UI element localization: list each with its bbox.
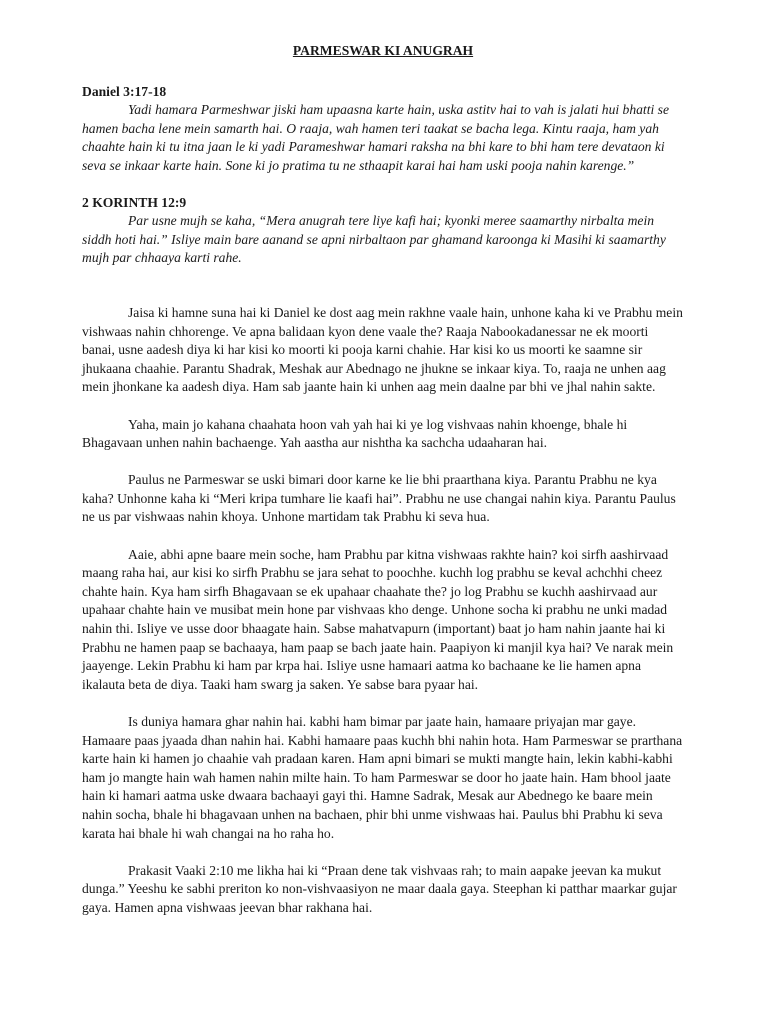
body-paragraph: Jaisa ki hamne suna hai ki Daniel ke dost aag mein rakhne vaale hain, unhone kaha ki ve Prabhu mein vishwaas nahin chhorenge. Ve apna balidaan kyon dene vaale the? Raaja Nabookadanessar ne ek moorti banai, usne aadesh diya ki har kisi ko moorti ki pooja karni chahie. Har kisi ko us moorti ke saamne sir jhukaana chaahie. Parantu Shadrak, Meshak aur Abednago ne jhukne se inkaar kiya. To, raaja ne unhen aag mein jhonkane ka aadesh diya. Ham sab jaante hain ki unhen aag mein daalne par bhi ve jhal nahin sakte. [82,304,683,395]
body-paragraph: Prakasit Vaaki 2:10 me likha hai ki “Praan dene tak vishvaas rah; to main aapake jeevan ka mukut dunga.” Yeeshu ke sabhi preriton ko non-vishvaasiyon ne maar daala gaya. Steephan ki patthar maarkar gujar gaya. Hamen apna vishwaas jeevan bhar rakhana hai. [82,862,677,915]
verse-block-daniel [82,83,684,176]
body-paragraph: Aaie, abhi apne baare mein soche, ham Prabhu par kitna vishwaas rakhte hain? koi sirfh aashirvaad maang raha hai, aur kisi ko sirfh Prabhu se jara sehat to poochhe. kuchh log prabhu se keval achchhi cheez chahte hain. Kya ham sirfh Bhagavaan se ek upahaar chaahate the? jo log Prabhu se kuchh aashirvaad aur upahaar chahte hain ve musibat mein hone par vishvaas kho denge. Unhone socha ki prabhu ne unki madad nahin thi. Isliye ve usse door bhaagate hain. Sabse mahatvapurn (important) baat jo ham nahin jaante hai ki Prabhu ne hamen paap se bachaaya, ham paap se bach jaate hain. Paapiyon ki manjil kya hai? Ve narak mein jaayenge. Lekin Prabhu ki ham par krpa hai. Isliye usne hamaari aatma ko bachaane ke lie hamen apna ikalauta beta de diya. Taaki ham swarg ja saken. Ye sabse bara pyaar hai. [82,546,674,692]
document-title: PARMESWAR KI ANUGRAH [292,43,474,58]
verse-reference: Daniel 3:17-18 [82,83,167,99]
verse-text: Par usne mujh se kaha, “Mera anugrah tere liye kafi hai; kyonki meree saamarthy nirbalta mein siddh hoti hai.” Isliye main bare aanand se apni nirbaltaon par ghamand karoonga ki Masihi ki saamarthy mujh par chhaaya karti rahe. [82,213,666,266]
body-paragraph: Yaha, main jo kahana chaahata hoon vah yah hai ki ye log vishvaas nahin khoenge, bhale hi Bhagavaan unhen nahin bachaenge. Yah aastha aur nishtha ka sachcha udaaharan hai. [82,416,628,451]
verse-block-korinth [82,194,684,268]
verse-reference: 2 KORINTH 12:9 [82,194,187,210]
verse-text: Yadi hamara Parmeshwar jiski ham upaasna karte hain, uska astitv hai to vah is jalati hui bhatti se hamen bacha lene mein samarth hai. O raaja, wah hamen teri taakat se bacha lega. Kintu raaja, ham yah chaahte hain ki tu itna jaan le ki yadi Parameshwar hamari raksha na bhi kare to bhi ham tere devataon ki seva se inkaar karte hain. Sone ki jo pratima tu ne sthaapit karai hai ham uski pooja nahin karenge.” [82,102,669,173]
body-paragraph: Is duniya hamara ghar nahin hai. kabhi ham bimar par jaate hain, hamaare priyajan mar gaye. Hamaare paas jyaada dhan nahin hai. Kabhi hamaare paas kuchh bhi nahin hota. Ham Parmeswar se prarthana karte hain ki hamen jo chaahie vah pradaan karen. Ham apni bimari se mukti mangte hain, lekin kabhi-kabhi ham jo mangte hain wah hamen nahin milte hain. To ham Parmeswar se door ho jaate hain. Ham bhool jaate hain ki hamari aatma uske dwaara bachaayi gayi thi. Hamne Sadrak, Mesak aur Abednego ke baare mein nahin socha, bhale hi bhagavaan unhen na bachaen, phir bhi unme vishwaas hai. Paulus bhi Prabhu ki seva karata hai bhale hi wah changai na ho raha ho. [82,714,683,841]
body-paragraph: Paulus ne Parmeswar se uski bimari door karne ke lie bhi praarthana kiya. Parantu Prabhu ne kya kaha? Unhonne kaha ki “Meri kripa tumhare lie kaafi hai”. Prabhu ne use changai nahin kiya. Parantu Paulus ne us par vishwaas nahin khoya. Unhone martidam tak Prabhu ki seva hua. [82,472,676,525]
